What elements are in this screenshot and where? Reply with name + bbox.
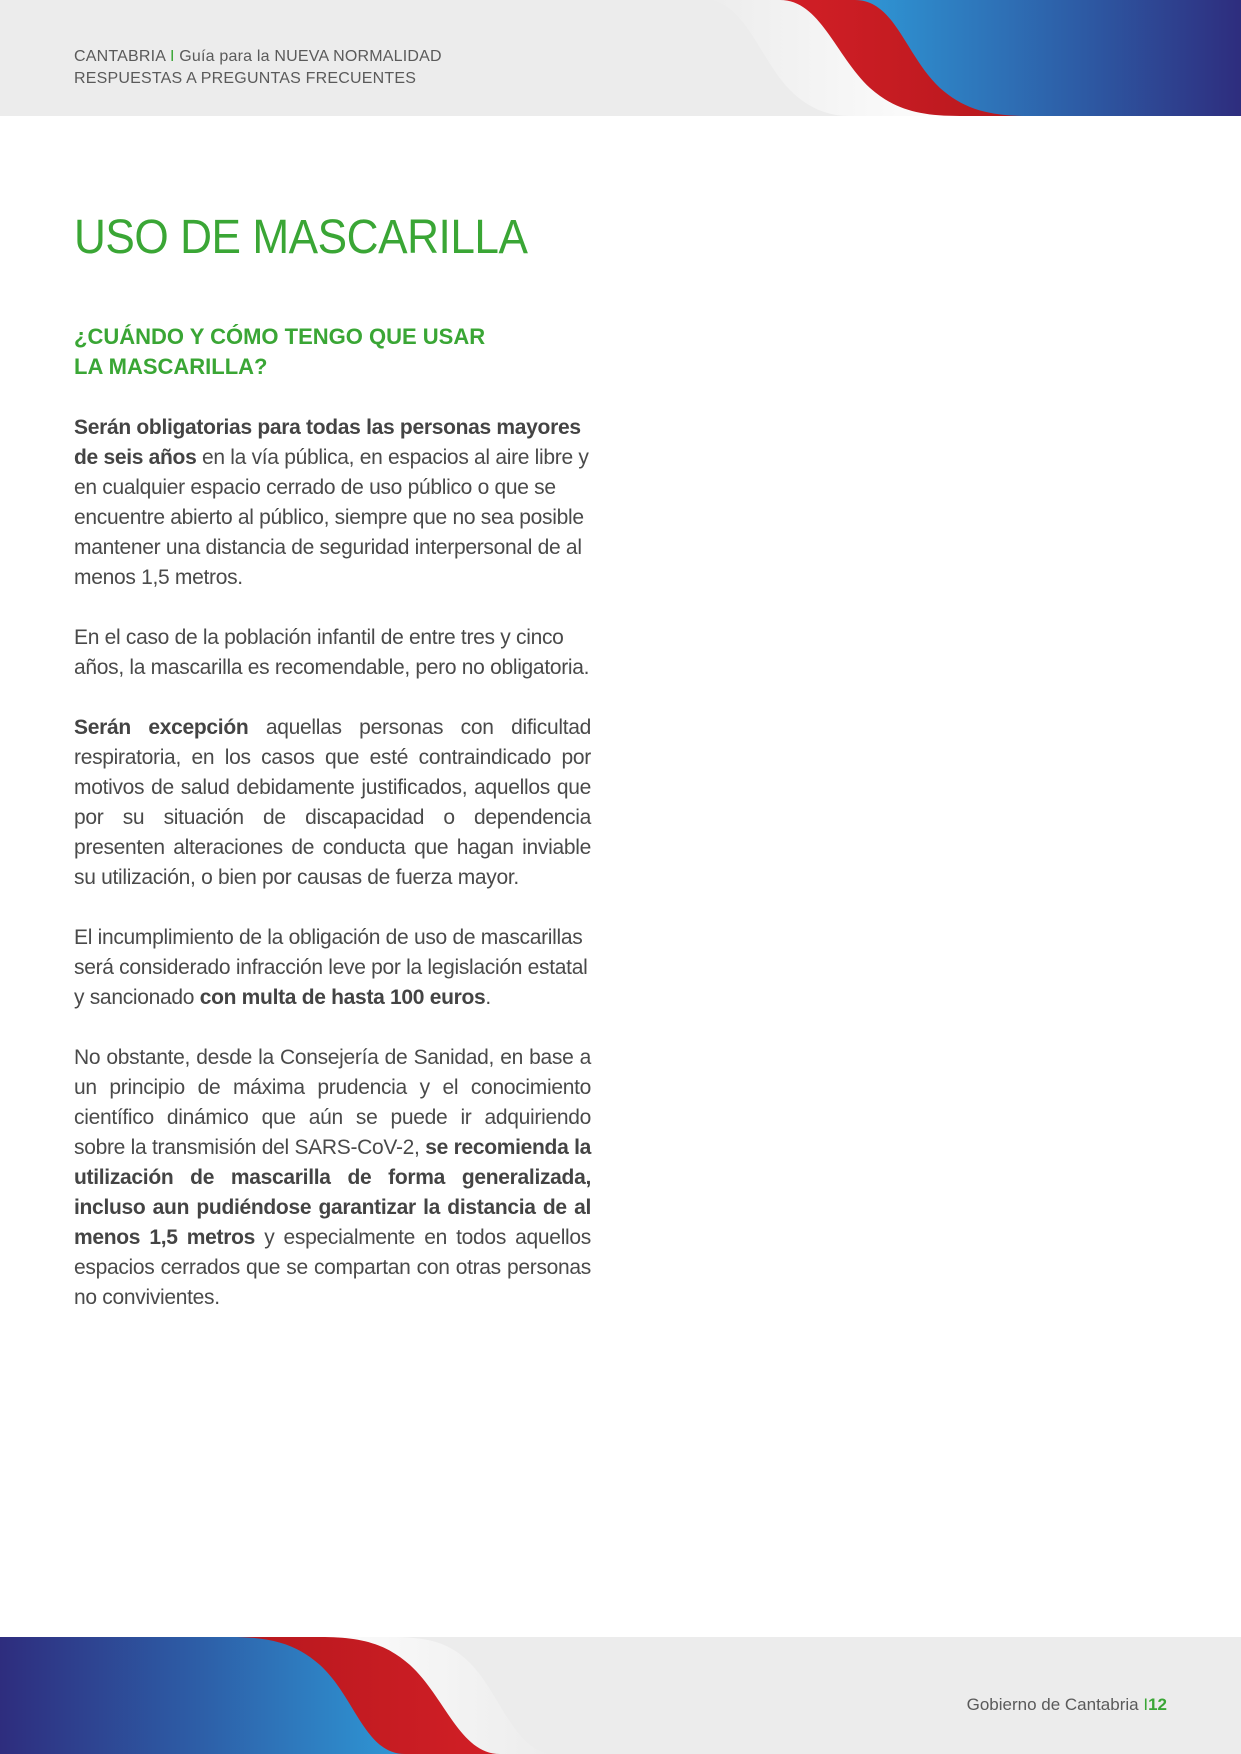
header-subtitle: RESPUESTAS A PREGUNTAS FRECUENTES xyxy=(74,70,417,87)
header-swoosh-graphic xyxy=(0,0,1241,116)
page-header xyxy=(0,0,1241,116)
paragraph-penalty xyxy=(74,923,591,1013)
page-content xyxy=(74,208,591,1309)
page-number: 12 xyxy=(1148,1695,1167,1714)
footer-text xyxy=(967,1695,1167,1715)
paragraph-children: En el caso de la población infantil de entre tres y cinco años, la mascarilla es recomendable, pero no obligatoria. xyxy=(74,626,590,679)
paragraph-recommendation-text: No obstante, desde la Consejería de Sanidad, en base a un principio de máxima prudencia y el conocimiento científico dinámico que aún se puede ir adquiriendo sobre la transmisión del SARS-CoV-2, xyxy=(74,1046,591,1159)
paragraph-obligation xyxy=(74,413,591,593)
paragraph-recommendation-bold: se recomienda la utilización de mascarilla de forma generalizada, incluso aun pudiéndose garantizar la distancia de al menos 1,5 metros xyxy=(74,1136,591,1249)
paragraph-exceptions xyxy=(74,713,591,893)
paragraph-exceptions-text: aquellas personas con dificultad respiratoria, en los casos que esté contraindicado por motivos de salud debidamente justificados, aquellos que por su situación de discapacidad o dependencia presenten alteraciones de conducta que hagan inviable su utilización, o bien por causas de fuerza mayor. xyxy=(74,716,591,889)
footer-org: Gobierno de Cantabria xyxy=(966,1695,1139,1714)
paragraph-recommendation-end: y especialmente en todos aquellos espacios cerrados que se compartan con otras personas no convivientes. xyxy=(74,1226,591,1309)
header-separator: I xyxy=(169,48,175,65)
paragraph-penalty-bold: con multa de hasta 100 euros xyxy=(199,986,486,1009)
paragraph-recommendation xyxy=(74,1043,591,1313)
question-heading: ¿CUÁNDO Y CÓMO TENGO QUE USAR LA MASCARILLA? xyxy=(74,324,486,379)
answer-body xyxy=(74,413,591,1343)
page-title: USO DE MASCARILLA xyxy=(74,211,528,264)
page-footer xyxy=(0,1637,1241,1754)
paragraph-penalty-end: . xyxy=(485,986,491,1009)
paragraph-obligation-text: en la vía pública, en espacios al aire libre y en cualquier espacio cerrado de uso público o que se encuentre abierto al público, siempre que no sea posible mantener una distancia de seguridad interpersonal de al menos 1,5 metros. xyxy=(74,446,589,589)
paragraph-exceptions-bold: Serán excepción xyxy=(74,716,249,739)
header-guide-title: Guía para la NUEVA NORMALIDAD xyxy=(179,48,442,65)
paragraph-penalty-text: El incumplimiento de la obligación de uso de mascarillas será considerado infracción leve por la legislación estatal y sancionado xyxy=(74,926,588,1009)
footer-separator: I xyxy=(1143,1695,1149,1714)
header-brand: CANTABRIA xyxy=(74,48,166,65)
paragraph-obligation-bold: Serán obligatorias para todas las personas mayores de seis años xyxy=(74,416,581,469)
